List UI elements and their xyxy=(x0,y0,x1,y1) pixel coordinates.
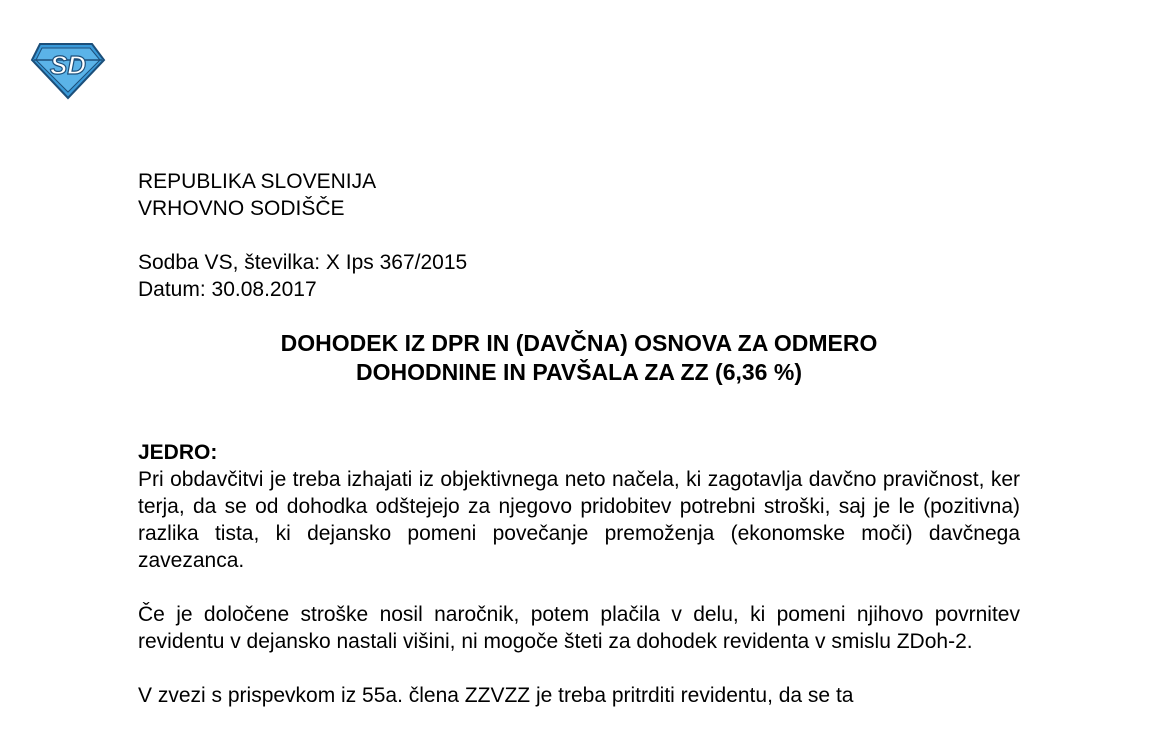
logo-text: SD xyxy=(49,50,87,80)
document-content xyxy=(138,168,1020,709)
sd-logo xyxy=(30,40,106,100)
paragraph-1: Pri obdavčitvi je treba izhajati iz objektivnega neto načela, ki zagotavlja davčno pravičnost, ker terja, da se od dohodka odštejejo za njegovo pridobitev potrebni stroški, saj je le (pozitivna) razlika tista, ki dejansko pomeni povečanje premoženja (ekonomske moči) davčnega zavezanca. xyxy=(138,468,1020,572)
section-heading: JEDRO: xyxy=(138,441,218,464)
paragraph-3: V zvezi s prispevkom iz 55a. člena ZZVZZ je treba pritrditi revidentu, da se ta xyxy=(138,684,854,707)
paragraph-2: Če je določene stroške nosil naročnik, potem plačila v delu, ki pomeni njihovo povrnitev revidentu v dejansko nastali višini, ni mogoče šteti za dohodek revidenta v smislu ZDoh-2. xyxy=(138,603,1020,653)
header-republic: REPUBLIKA SLOVENIJA xyxy=(138,170,377,193)
sd-diamond-logo-icon xyxy=(30,40,106,100)
title-line-1: DOHODEK IZ DPR IN (DAVČNA) OSNOVA ZA ODMERO xyxy=(280,330,878,356)
header-court: VRHOVNO SODIŠČE xyxy=(138,197,345,220)
case-number: Sodba VS, številka: X Ips 367/2015 xyxy=(138,251,468,274)
document-title xyxy=(138,329,1020,387)
title-line-2: DOHODNINE IN PAVŠALA ZA ZZ (6,36 %) xyxy=(356,359,802,385)
judgment-date: Datum: 30.08.2017 xyxy=(138,278,317,301)
